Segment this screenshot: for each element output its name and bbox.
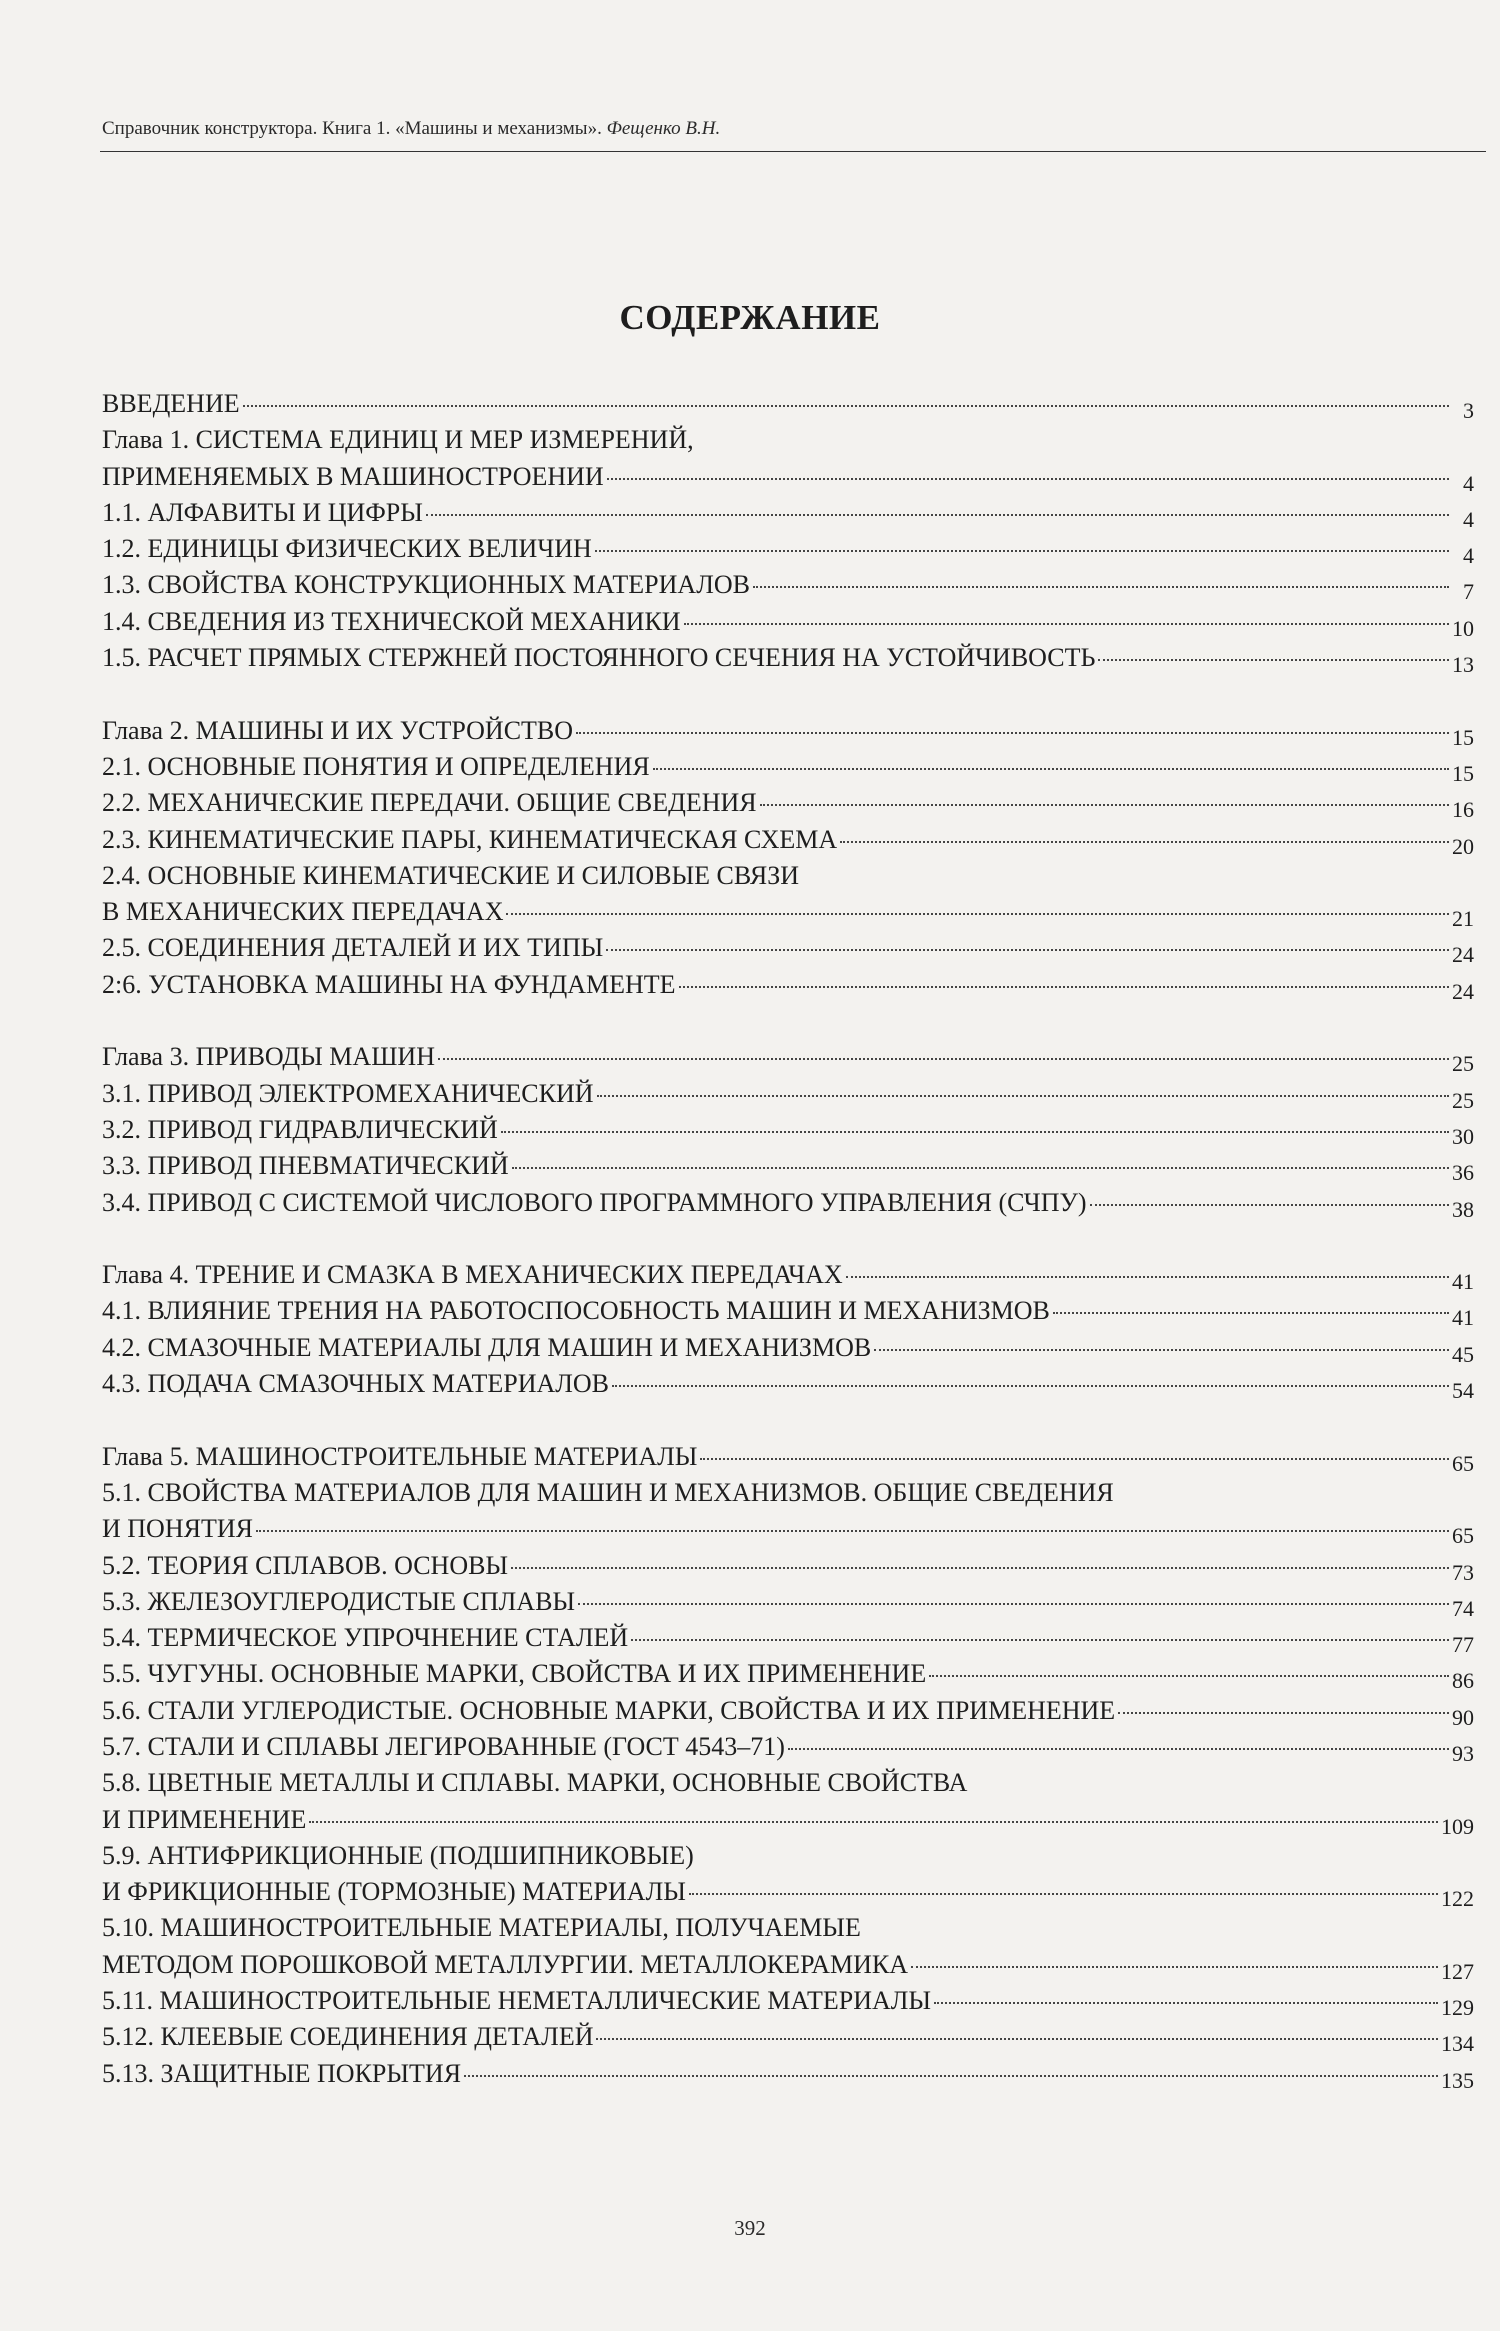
dot-leader [874, 1349, 1449, 1351]
toc-entry [102, 713, 1474, 749]
dot-leader [506, 913, 1449, 915]
toc-entry [102, 1693, 1474, 1729]
toc-entry-title: 1.1. АЛФАВИТЫ И ЦИФРЫ [102, 497, 423, 527]
toc-section [102, 386, 1474, 676]
toc-entry-title: 5.9. АНТИФРИКЦИОННЫЕ (ПОДШИПНИКОВЫЕ) [102, 1840, 694, 1870]
toc-entry [102, 1910, 1474, 1946]
toc-page-number: 134 [1441, 2031, 1474, 2057]
toc-entry-title: 5.4. ТЕРМИЧЕСКОЕ УПРОЧНЕНИЕ СТАЛЕЙ [102, 1623, 629, 1653]
toc-page-number: 15 [1452, 724, 1474, 750]
toc-page-number: 41 [1452, 1269, 1474, 1295]
toc-entry-title: МЕТОДОМ ПОРОШКОВОЙ МЕТАЛЛУРГИИ. МЕТАЛЛОКЕРАМИКА [102, 1949, 908, 1979]
dot-leader [684, 623, 1449, 625]
dot-leader [1098, 659, 1449, 661]
toc-entry [102, 1947, 1474, 1983]
toc-entry [102, 422, 1474, 458]
dot-leader [243, 405, 1449, 407]
toc-entry-title: 1.5. РАСЧЕТ ПРЯМЫХ СТЕРЖНЕЙ ПОСТОЯННОГО СЕЧЕНИЯ НА УСТОЙЧИВОСТЬ [102, 643, 1096, 673]
toc-page-number: 65 [1452, 1523, 1474, 1549]
toc-entry [102, 1148, 1474, 1184]
running-title: Справочник конструктора. Книга 1. «Машины и механизмы». [102, 118, 602, 139]
dot-leader [606, 949, 1449, 951]
toc-page-number: 4 [1463, 543, 1474, 569]
toc-entry-title: 2.3. КИНЕМАТИЧЕСКИЕ ПАРЫ, КИНЕМАТИЧЕСКАЯ СХЕМА [102, 824, 838, 854]
toc-page-number: 13 [1452, 652, 1474, 678]
dot-leader [595, 550, 1449, 552]
toc-entry-title: 3.4. ПРИВОД С СИСТЕМОЙ ЧИСЛОВОГО ПРОГРАММНОГО УПРАВЛЕНИЯ (СЧПУ) [102, 1187, 1087, 1217]
dot-leader [653, 768, 1449, 770]
toc-page-number: 127 [1441, 1958, 1474, 1984]
toc-entry-title: 5.5. ЧУГУНЫ. ОСНОВНЫЕ МАРКИ, СВОЙСТВА И ИХ ПРИМЕНЕНИЕ [102, 1659, 927, 1689]
dot-leader [1053, 1312, 1449, 1314]
toc-entry [102, 1257, 1474, 1293]
toc-entry-title: 5.12. КЛЕЕВЫЕ СОЕДИНЕНИЯ ДЕТАЛЕЙ [102, 2022, 594, 2052]
toc-page-number: 16 [1452, 797, 1474, 823]
dot-leader [929, 1675, 1449, 1677]
dot-leader [597, 1095, 1449, 1097]
toc-entry [102, 386, 1474, 422]
toc-entry-title: 2.2. МЕХАНИЧЕСКИЕ ПЕРЕДАЧИ. ОБЩИЕ СВЕДЕНИЯ [102, 788, 757, 818]
dot-leader [846, 1276, 1449, 1278]
toc-entry [102, 1548, 1474, 1584]
dot-leader [438, 1058, 1449, 1060]
toc-entry [102, 1874, 1474, 1910]
toc-entry-title: 1.2. ЕДИНИЦЫ ФИЗИЧЕСКИХ ВЕЛИЧИН [102, 534, 592, 564]
dot-leader [501, 1131, 1449, 1133]
toc-entry [102, 1584, 1474, 1620]
toc-page-number: 30 [1452, 1123, 1474, 1149]
toc-page-number: 25 [1452, 1051, 1474, 1077]
toc-entry-title: 5.6. СТАЛИ УГЛЕРОДИСТЫЕ. ОСНОВНЫЕ МАРКИ, СВОЙСТВА И ИХ ПРИМЕНЕНИЕ [102, 1695, 1116, 1725]
toc-entry [102, 459, 1474, 495]
toc-section [102, 1039, 1474, 1220]
toc-entry-title: 2.1. ОСНОВНЫЕ ПОНЯТИЯ И ОПРЕДЕЛЕНИЯ [102, 751, 650, 781]
dot-leader [1118, 1712, 1449, 1714]
toc-entry-title: 2.5. СОЕДИНЕНИЯ ДЕТАЛЕЙ И ИХ ТИПЫ [102, 933, 604, 963]
dot-leader [612, 1385, 1449, 1387]
header-rule [100, 151, 1486, 152]
dot-leader [689, 1893, 1438, 1895]
dot-leader [511, 1567, 1449, 1569]
toc-entry-title: И ФРИКЦИОННЫЕ (ТОРМОЗНЫЕ) МАТЕРИАЛЫ [102, 1877, 686, 1907]
toc-entry [102, 1765, 1474, 1801]
toc-entry-title: 1.3. СВОЙСТВА КОНСТРУКЦИОННЫХ МАТЕРИАЛОВ [102, 570, 750, 600]
page-number: 392 [734, 2216, 766, 2240]
toc-page-number: 7 [1463, 579, 1474, 605]
toc-entry-title: И ПОНЯТИЯ [102, 1514, 253, 1544]
dot-leader [607, 478, 1449, 480]
toc-page-number: 24 [1452, 942, 1474, 968]
toc-page-number: 21 [1452, 906, 1474, 932]
toc-page-number: 45 [1452, 1341, 1474, 1367]
page-title: СОДЕРЖАНИЕ [619, 298, 881, 337]
toc-entry-title: 5.13. ЗАЩИТНЫЕ ПОКРЫТИЯ [102, 2058, 462, 2088]
toc-entry-title: 4.1. ВЛИЯНИЕ ТРЕНИЯ НА РАБОТОСПОСОБНОСТЬ МАШИН И МЕХАНИЗМОВ [102, 1296, 1050, 1326]
toc-entry [102, 1112, 1474, 1148]
toc-entry-title: 3.3. ПРИВОД ПНЕВМАТИЧЕСКИЙ [102, 1151, 509, 1181]
toc-page-number: 129 [1441, 1995, 1474, 2021]
toc-page-number: 4 [1463, 470, 1474, 496]
toc-entry-title: Глава 5. МАШИНОСТРОИТЕЛЬНЫЕ МАТЕРИАЛЫ [102, 1441, 698, 1471]
dot-leader [700, 1458, 1449, 1460]
toc-entry [102, 1838, 1474, 1874]
toc-page-number: 90 [1452, 1704, 1474, 1730]
dot-leader [840, 841, 1449, 843]
toc-entry [102, 967, 1474, 1003]
toc-entry [102, 567, 1474, 603]
dot-leader [309, 1821, 1438, 1823]
dot-leader [753, 586, 1449, 588]
running-header [102, 118, 1482, 140]
author-name: Фещенко В.Н. [606, 118, 721, 139]
toc-entry [102, 1802, 1474, 1838]
toc-entry-title: 2.4. ОСНОВНЫЕ КИНЕМАТИЧЕСКИЕ И СИЛОВЫЕ СВЯЗИ [102, 860, 800, 890]
toc-page-number: 73 [1452, 1559, 1474, 1585]
toc-entry [102, 1439, 1474, 1475]
toc-entry [102, 785, 1474, 821]
toc-entry-title: 2:6. УСТАНОВКА МАШИНЫ НА ФУНДАМЕНТЕ [102, 969, 676, 999]
toc-page-number: 24 [1452, 978, 1474, 1004]
dot-leader [576, 732, 1449, 734]
toc-entry [102, 2056, 1474, 2092]
toc-entry-title: 5.3. ЖЕЛЕЗОУГЛЕРОДИСТЫЕ СПЛАВЫ [102, 1586, 576, 1616]
toc-entry [102, 822, 1474, 858]
toc-entry-title: 4.2. СМАЗОЧНЫЕ МАТЕРИАЛЫ ДЛЯ МАШИН И МЕХАНИЗМОВ [102, 1332, 872, 1362]
dot-leader [596, 2038, 1438, 2040]
dot-leader [578, 1603, 1449, 1605]
toc-entry-title: Глава 1. СИСТЕМА ЕДИНИЦ И МЕР ИЗМЕРЕНИЙ, [102, 425, 694, 455]
dot-leader [679, 986, 1449, 988]
toc-entry [102, 2019, 1474, 2055]
toc-page-number: 135 [1441, 2067, 1474, 2093]
toc-entry [102, 749, 1474, 785]
toc-entry-title: В МЕХАНИЧЕСКИХ ПЕРЕДАЧАХ [102, 897, 504, 927]
toc-page-number: 54 [1452, 1378, 1474, 1404]
toc-entry-title: Глава 2. МАШИНЫ И ИХ УСТРОЙСТВО [102, 715, 574, 745]
toc-page-number: 15 [1452, 760, 1474, 786]
toc-page-number: 25 [1452, 1087, 1474, 1113]
dot-leader [631, 1639, 1449, 1641]
toc-entry-title: ПРИМЕНЯЕМЫХ В МАШИНОСТРОЕНИИ [102, 461, 604, 491]
dot-leader [426, 514, 1449, 516]
toc-entry-title: 1.4. СВЕДЕНИЯ ИЗ ТЕХНИЧЕСКОЙ МЕХАНИКИ [102, 606, 681, 636]
toc-page-number: 20 [1452, 833, 1474, 859]
toc-entry [102, 1366, 1474, 1402]
toc-entry-title: 5.7. СТАЛИ И СПЛАВЫ ЛЕГИРОВАННЫЕ (ГОСТ 4543–71) [102, 1731, 785, 1761]
toc-entry-title: 5.1. СВОЙСТВА МАТЕРИАЛОВ ДЛЯ МАШИН И МЕХАНИЗМОВ. ОБЩИЕ СВЕДЕНИЯ [102, 1477, 1114, 1507]
toc-entry-title: 3.2. ПРИВОД ГИДРАВЛИЧЕСКИЙ [102, 1114, 498, 1144]
toc-page-number: 10 [1452, 615, 1474, 641]
toc-entry-title: 5.10. МАШИНОСТРОИТЕЛЬНЫЕ МАТЕРИАЛЫ, ПОЛУЧАЕМЫЕ [102, 1913, 861, 1943]
toc-page-number: 65 [1452, 1450, 1474, 1476]
dot-leader [760, 804, 1449, 806]
toc-page-number: 3 [1463, 398, 1474, 423]
toc-entry-title: 5.8. ЦВЕТНЫЕ МЕТАЛЛЫ И СПЛАВЫ. МАРКИ, ОСНОВНЫЕ СВОЙСТВА [102, 1768, 968, 1798]
toc-entry [102, 1330, 1474, 1366]
toc-page-number: 93 [1452, 1740, 1474, 1766]
toc-entry-title: Глава 4. ТРЕНИЕ И СМАЗКА В МЕХАНИЧЕСКИХ ПЕРЕДАЧАХ [102, 1260, 843, 1290]
toc-entry [102, 894, 1474, 930]
toc-entry [102, 1620, 1474, 1656]
toc-entry [102, 531, 1474, 567]
toc-entry [102, 1511, 1474, 1547]
toc-page-number: 122 [1441, 1886, 1474, 1912]
dot-leader [788, 1748, 1449, 1750]
toc-page-number: 109 [1441, 1813, 1474, 1839]
toc-entry-title: 5.2. ТЕОРИЯ СПЛАВОВ. ОСНОВЫ [102, 1550, 509, 1580]
toc-entry [102, 495, 1474, 531]
toc-section [102, 1257, 1474, 1402]
toc-page-number: 86 [1452, 1668, 1474, 1694]
table-of-contents [102, 386, 1474, 2128]
toc-entry-title: ВВЕДЕНИЕ [102, 389, 240, 418]
dot-leader [911, 1966, 1438, 1968]
toc-entry-title: 4.3. ПОДАЧА СМАЗОЧНЫХ МАТЕРИАЛОВ [102, 1369, 609, 1399]
toc-entry [102, 858, 1474, 894]
dot-leader [512, 1167, 1449, 1169]
toc-entry [102, 1185, 1474, 1221]
toc-entry-title: 3.1. ПРИВОД ЭЛЕКТРОМЕХАНИЧЕСКИЙ [102, 1078, 594, 1108]
toc-entry-title: Глава 3. ПРИВОДЫ МАШИН [102, 1042, 435, 1072]
toc-entry-title: И ПРИМЕНЕНИЕ [102, 1804, 307, 1834]
toc-entry [102, 1076, 1474, 1112]
toc-page-number: 4 [1463, 506, 1474, 532]
toc-entry [102, 1983, 1474, 2019]
toc-entry [102, 1039, 1474, 1075]
toc-entry [102, 930, 1474, 966]
toc-entry [102, 640, 1474, 676]
toc-section [102, 1439, 1474, 2092]
toc-entry [102, 1656, 1474, 1692]
toc-entry [102, 1729, 1474, 1765]
toc-entry [102, 1293, 1474, 1329]
toc-page-number: 77 [1452, 1632, 1474, 1658]
toc-section [102, 713, 1474, 1003]
dot-leader [256, 1530, 1449, 1532]
toc-entry [102, 604, 1474, 640]
toc-page-number: 74 [1452, 1595, 1474, 1621]
dot-leader [464, 2075, 1438, 2077]
toc-page-number: 36 [1452, 1160, 1474, 1186]
dot-leader [1090, 1204, 1449, 1206]
toc-entry [102, 1475, 1474, 1511]
toc-page-number: 38 [1452, 1196, 1474, 1222]
dot-leader [934, 2002, 1438, 2004]
toc-entry-title: 5.11. МАШИНОСТРОИТЕЛЬНЫЕ НЕМЕТАЛЛИЧЕСКИЕ МАТЕРИАЛЫ [102, 1986, 932, 2016]
toc-page-number: 41 [1452, 1305, 1474, 1331]
